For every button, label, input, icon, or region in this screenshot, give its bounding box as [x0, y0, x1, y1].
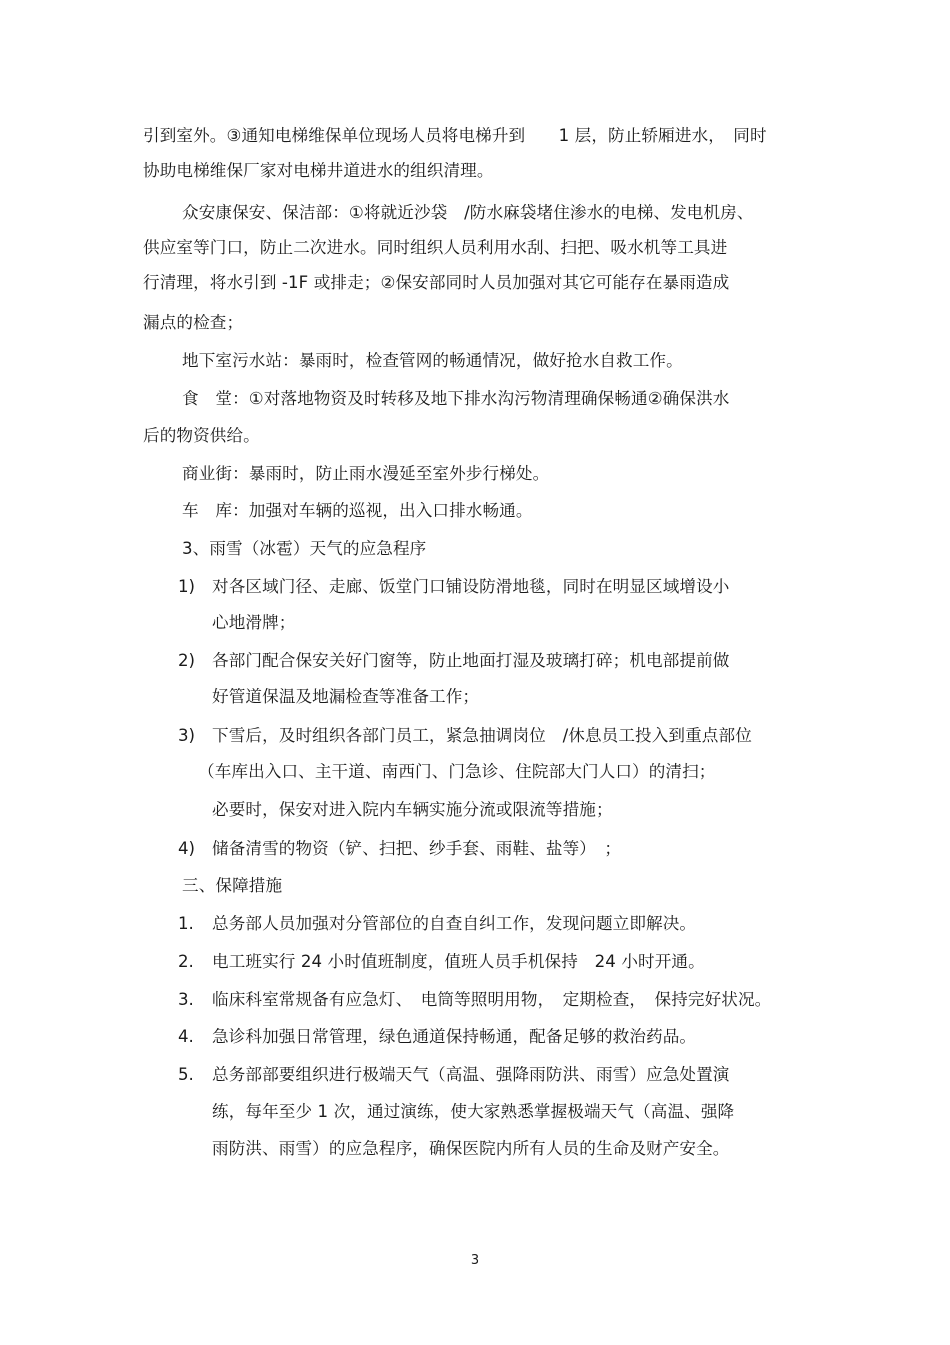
- text-line: 地下室污水站：暴雨时，检查管网的畅通情况，做好抢水自救工作。: [182, 351, 683, 370]
- list-item: 电工班实行 24 小时值班制度，值班人员手机保持 24 小时开通。: [212, 952, 705, 971]
- list-marker: 3): [178, 726, 196, 745]
- list-marker: 1.: [178, 914, 194, 933]
- list-item: （车库出入口、主干道、南西门、门急诊、住院部大门人口）的清扫；: [198, 762, 716, 781]
- list-item: 各部门配合保安关好门窗等，防止地面打湿及玻璃打碎；机电部提前做: [212, 651, 730, 670]
- text-line: 食 堂：①对落地物资及时转移及地下排水沟污物清理确保畅通②确保洪水: [182, 389, 730, 408]
- list-marker: 2): [178, 651, 196, 670]
- text-line: 商业街：暴雨时，防止雨水漫延至室外步行梯处。: [182, 464, 550, 483]
- list-item: 对各区域门径、走廊、饭堂门口铺设防滑地毯，同时在明显区域增设小: [212, 577, 730, 596]
- text-line: 行清理，将水引到 -1F 或排走；②保安部同时人员加强对其它可能存在暴雨造成: [143, 273, 730, 292]
- list-item: 好管道保温及地漏检查等准备工作；: [212, 687, 480, 706]
- list-item: 总务部部要组织进行极端天气（高温、强降雨防洪、雨雪）应急处置演: [212, 1065, 730, 1084]
- text-line: 漏点的检查；: [143, 313, 244, 332]
- list-item: 急诊科加强日常管理，绿色通道保持畅通，配备足够的救治药品。: [212, 1027, 697, 1046]
- section-heading: 三、保障措施: [182, 876, 283, 895]
- list-item: 总务部人员加强对分管部位的自查自纠工作，发现问题立即解决。: [212, 914, 697, 933]
- list-item: 必要时，保安对进入院内车辆实施分流或限流等措施；: [212, 800, 613, 819]
- list-item: 心地滑牌；: [212, 613, 296, 632]
- text-line: 协助电梯维保厂家对电梯井道进水的组织清理。: [143, 161, 494, 180]
- list-marker: 1): [178, 577, 196, 596]
- list-item: 下雪后，及时组织各部门员工，紧急抽调岗位 /休息员工投入到重点部位: [212, 726, 752, 745]
- text-line: 供应室等门口，防止二次进水。同时组织人员利用水刮、扫把、吸水机等工具进: [143, 238, 728, 257]
- list-marker: 2.: [178, 952, 194, 971]
- text-line: 引到室外。③通知电梯维保单位现场人员将电梯升到 1 层，防止轿厢进水， 同时: [143, 126, 767, 145]
- text-line: 车 库：加强对车辆的巡视，出入口排水畅通。: [182, 501, 533, 520]
- list-marker: 5.: [178, 1065, 194, 1084]
- list-marker: 4.: [178, 1027, 194, 1046]
- list-marker: 4): [178, 839, 196, 858]
- list-item: 练，每年至少 1 次，通过演练，使大家熟悉掌握极端天气（高温、强降: [212, 1102, 735, 1121]
- list-item: 雨防洪、雨雪）的应急程序，确保医院内所有人员的生命及财产安全。: [212, 1139, 730, 1158]
- text-line: 众安康保安、保洁部：①将就近沙袋 /防水麻袋堵住渗水的电梯、发电机房、: [182, 203, 754, 222]
- list-marker: 3.: [178, 990, 194, 1009]
- text-line: 后的物资供给。: [143, 426, 260, 445]
- page-number: 3: [470, 1253, 480, 1268]
- list-item: 储备清雪的物资（铲、扫把、纱手套、雨鞋、盐等） ；: [212, 839, 622, 858]
- list-item: 临床科室常规备有应急灯、 电筒等照明用物， 定期检查， 保持完好状况。: [212, 990, 772, 1009]
- section-heading: 3、雨雪（冰雹）天气的应急程序: [182, 539, 427, 558]
